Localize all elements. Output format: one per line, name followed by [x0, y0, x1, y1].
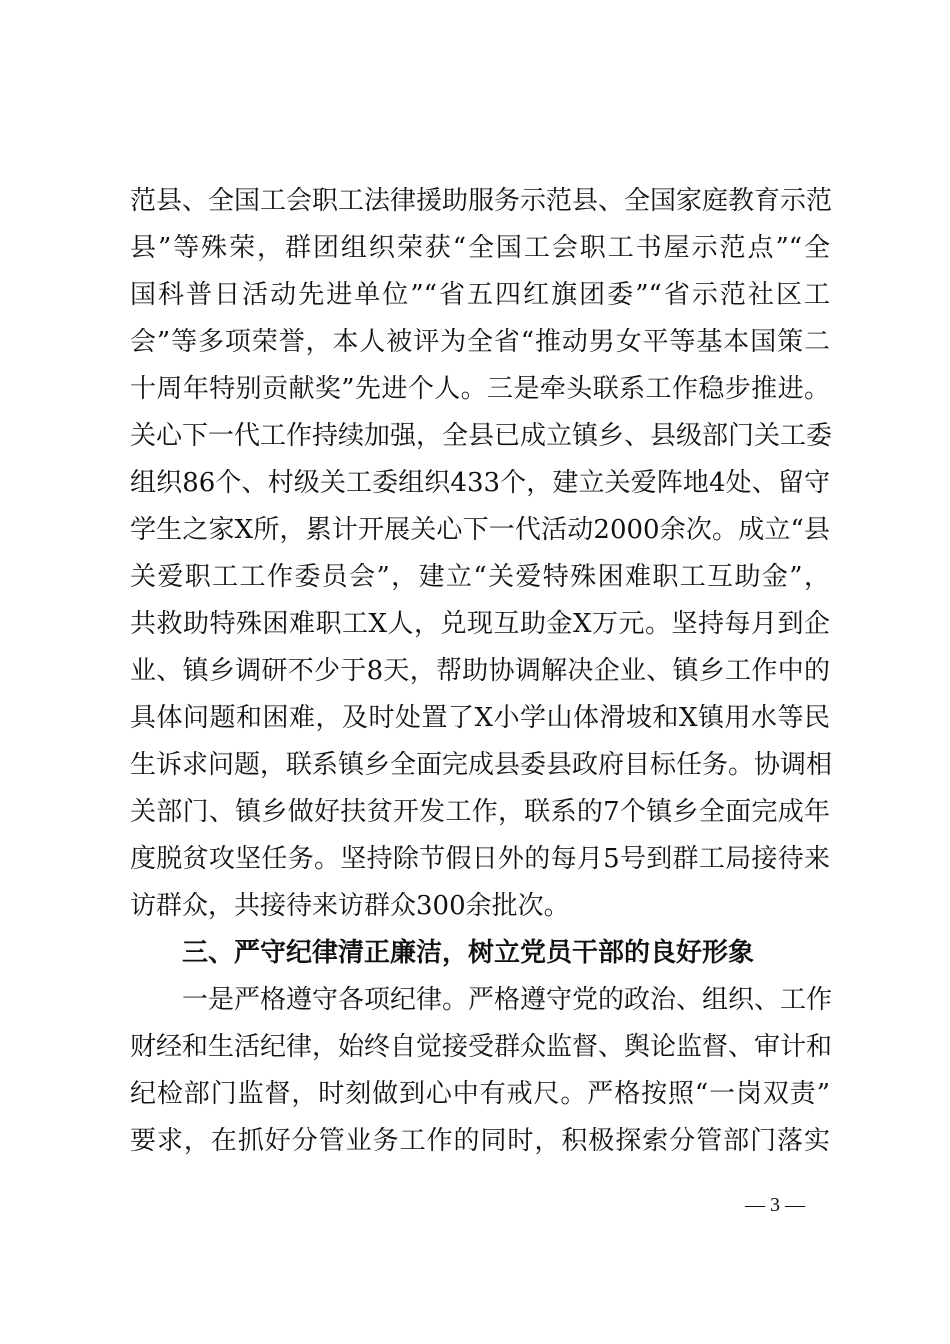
paragraph1-line-7: 组织86个、村级关工委组织433个，建立关爱阵地4处、留守 — [130, 468, 830, 498]
paragraph1-line-4: 会”等多项荣誉，本人被评为全省“推动男女平等基本国策二 — [130, 327, 830, 357]
paragraph1-line-13: 生诉求问题，联系镇乡全面完成县委县政府目标任务。协调相 — [130, 750, 833, 780]
paragraph1-line-2: 县”等殊荣，群团组织荣获“全国工会职工书屋示范点”“全 — [130, 233, 830, 263]
section-heading: 三、严守纪律清正廉洁，树立党员干部的良好形象 — [182, 938, 755, 968]
paragraph1-line-11: 业、镇乡调研不少于8天，帮助协调解决企业、镇乡工作中的 — [130, 656, 830, 686]
paragraph2-line-2: 财经和生活纪律，始终自觉接受群众监督、舆论监督、审计和 — [130, 1032, 833, 1062]
paragraph1-line-15: 度脱贫攻坚任务。坚持除节假日外的每月5号到群工局接待来 — [130, 844, 830, 874]
paragraph2-line-3: 纪检部门监督，时刻做到心中有戒尺。严格按照“一岗双责” — [130, 1079, 830, 1109]
paragraph1-line-9: 关爱职工工作委员会”，建立“关爱特殊困难职工互助金”， — [130, 562, 830, 592]
paragraph1-line-10: 共救助特殊困难职工X人，兑现互助金X万元。坚持每月到企 — [130, 609, 830, 639]
page-number: — 3 — — [745, 1194, 805, 1216]
paragraph1-line-8: 学生之家X所，累计开展关心下一代活动2000余次。成立“县 — [130, 515, 830, 545]
paragraph1-line-1: 范县、全国工会职工法律援助服务示范县、全国家庭教育示范 — [130, 186, 833, 216]
paragraph2-line-4: 要求，在抓好分管业务工作的同时，积极探索分管部门落实 — [130, 1126, 830, 1156]
paragraph1-line-14: 关部门、镇乡做好扶贫开发工作，联系的7个镇乡全面完成年 — [130, 797, 830, 827]
paragraph1-line-3: 国科普日活动先进单位”“省五四红旗团委”“省示范社区工 — [130, 280, 830, 310]
paragraph1-line-6: 关心下一代工作持续加强，全县已成立镇乡、县级部门关工委 — [130, 421, 833, 451]
paragraph2-line-1: 一是严格遵守各项纪律。严格遵守党的政治、组织、工作 — [182, 985, 833, 1015]
paragraph1-line-16: 访群众，共接待来访群众300余批次。 — [130, 891, 570, 921]
paragraph1-line-5: 十周年特别贡献奖”先进个人。三是牵头联系工作稳步推进。 — [130, 374, 830, 404]
paragraph1-line-12: 具体问题和困难，及时处置了X小学山体滑坡和X镇用水等民 — [130, 703, 830, 733]
